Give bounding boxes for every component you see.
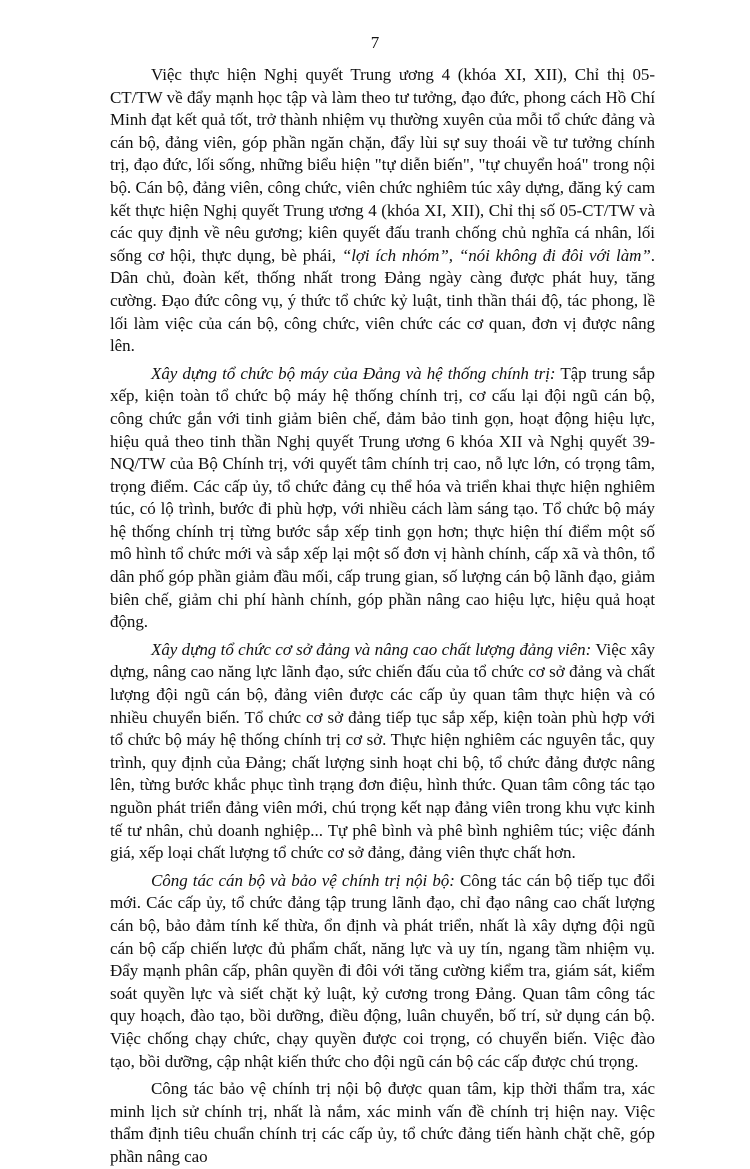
paragraph-heading: Xây dựng tổ chức bộ máy của Đảng và hệ thống chính trị: [151,363,556,383]
page-number: 7 [370,33,380,52]
paragraph-text: Tập trung sắp xếp, kiện toàn tổ chức bộ máy hệ thống chính trị, cơ cấu lại đội ngũ cán bộ, công chức gắn với tinh giảm biên chế, đảm bảo tinh gọn, hoạt động hiệu lực, hiệu quả theo tinh thần Nghị quyết Trung ương 6 khóa XII và Nghị quyết 39-NQ/TW của Bộ Chính trị, với quyết tâm chính trị cao, nỗ lực lớn, có trọng tâm, trọng điểm. Các cấp ủy, tổ chức đảng cụ thể hóa và triển khai thực hiện nghiêm túc, có lộ trình, bước đi phù hợp, với nhiều cách làm sáng tạo. Tổ chức bộ máy hệ thống chính trị từng bước sắp xếp tinh gọn hơn; thực hiện thí điểm một số mô hình tổ chức mới và sắp xếp lại một số đơn vị hành chính, cấp xã và thôn, tổ dân phố góp phần giảm đầu mối, cấp trung gian, số lượng cán bộ lãnh đạo, giảm biên chế, giảm chi phí hành chính, góp phần nâng cao hiệu lực, hiệu quả hoạt động. [110,363,655,632]
paragraph-organization-apparatus [110,363,655,634]
paragraph-party-building-ethics [110,64,655,358]
paragraph-personnel-work [110,870,655,1073]
paragraph-text: Công tác cán bộ tiếp tục đổi mới. Các cấp ủy, tổ chức đảng tập trung lãnh đạo, chỉ đạo nâng cao chất lượng cán bộ, bảo đảm tính kế thừa, ổn định và phát triển, nhất là xây dựng đội ngũ cán bộ cấp chiến lược đủ phẩm chất, năng lực và uy tín, ngang tầm nhiệm vụ. Đẩy mạnh phân cấp, phân quyền đi đôi với tăng cường kiểm tra, giám sát, kiểm soát quyền lực và siết chặt kỷ luật, kỷ cương trong Đảng. Quan tâm công tác quy hoạch, đào tạo, bồi dưỡng, điều động, luân chuyển, bố trí, sử dụng cán bộ. Việc chống chạy chức, chạy quyền được coi trọng, có chuyển biến. Việc đào tạo, bồi dưỡng, cập nhật kiến thức cho đội ngũ cán bộ các cấp được chú trọng. [110,870,656,1071]
paragraph-text-tail: . Dân chủ, đoàn kết, thống nhất trong Đảng ngày càng được phát huy, tăng cường. Đạo đức công vụ, ý thức tổ chức kỷ luật, tinh thần thái độ, tác phong, lề lối làm việc của cán bộ, công chức, viên chức các cơ quan, đơn vị được nâng lên. [110,245,655,356]
paragraph-text: Việc thực hiện Nghị quyết Trung ương 4 (khóa XI, XII), Chỉ thị 05-CT/TW về đẩy mạnh học tập và làm theo tư tưởng, đạo đức, phong cách Hồ Chí Minh đạt kết quả tốt, trở thành nhiệm vụ thường xuyên của mỗi tổ chức đảng và cán bộ, đảng viên, góp phần ngăn chặn, đẩy lùi sự suy thoái về tư tưởng chính trị, đạo đức, lối sống, những biểu hiện "tự diễn biến", "tự chuyển hoá" trong nội bộ. Cán bộ, đảng viên, công chức, viên chức nghiêm túc xây dựng, đăng ký cam kết thực hiện Nghị quyết Trung ương 4 (khóa XI, XII), Chỉ thị số 05-CT/TW và các quy định về nêu gương; kiên quyết đấu tranh chống chủ nghĩa cá nhân, lối sống cơ hội, thực dụng, bè phái, [110,65,655,265]
paragraph-grassroots-party [110,639,655,865]
document-body [110,64,655,1169]
paragraph-internal-political-protection [110,1078,655,1168]
paragraph-heading: Công tác cán bộ và bảo vệ chính trị nội bộ: [151,870,455,890]
paragraph-text: Công tác bảo vệ chính trị nội bộ được quan tâm, kịp thời thẩm tra, xác minh lịch sử chính trị, nhất là nắm, xác minh vấn đề chính trị hiện nay. Việc thẩm định tiêu chuẩn chính trị các cấp ủy, tổ chức đảng tiến hành chặt chẽ, góp phần nâng cao [110,1079,655,1166]
paragraph-heading: Xây dựng tổ chức cơ sở đảng và nâng cao chất lượng đảng viên: [151,639,592,659]
paragraph-italic-phrase: “lợi ích nhóm”, “nói không đi đôi với làm” [341,245,651,265]
paragraph-text: Việc xây dựng, nâng cao năng lực lãnh đạo, sức chiến đấu của tổ chức cơ sở đảng và chất lượng đội ngũ cán bộ, đảng viên được các cấp ủy quan tâm thực hiện và có nhiều chuyển biến. Tổ chức cơ sở đảng tiếp tục sắp xếp, kiện toàn phù hợp với tổ chức bộ máy hệ thống chính trị cơ sở. Thực hiện nghiêm các nguyên tắc, quy trình, quy định của Đảng; chất lượng sinh hoạt chi bộ, tổ chức đảng được nâng lên, từng bước khắc phục tình trạng đơn điệu, hình thức. Quan tâm công tác tạo nguồn phát triển đảng viên mới, chú trọng kết nạp đảng viên trong khu vực kinh tế tư nhân, chủ doanh nghiệp... Tự phê bình và phê bình nghiêm túc; việc đánh giá, xếp loại chất lượng tổ chức cơ sở đảng, đảng viên thực chất hơn. [110,639,655,863]
